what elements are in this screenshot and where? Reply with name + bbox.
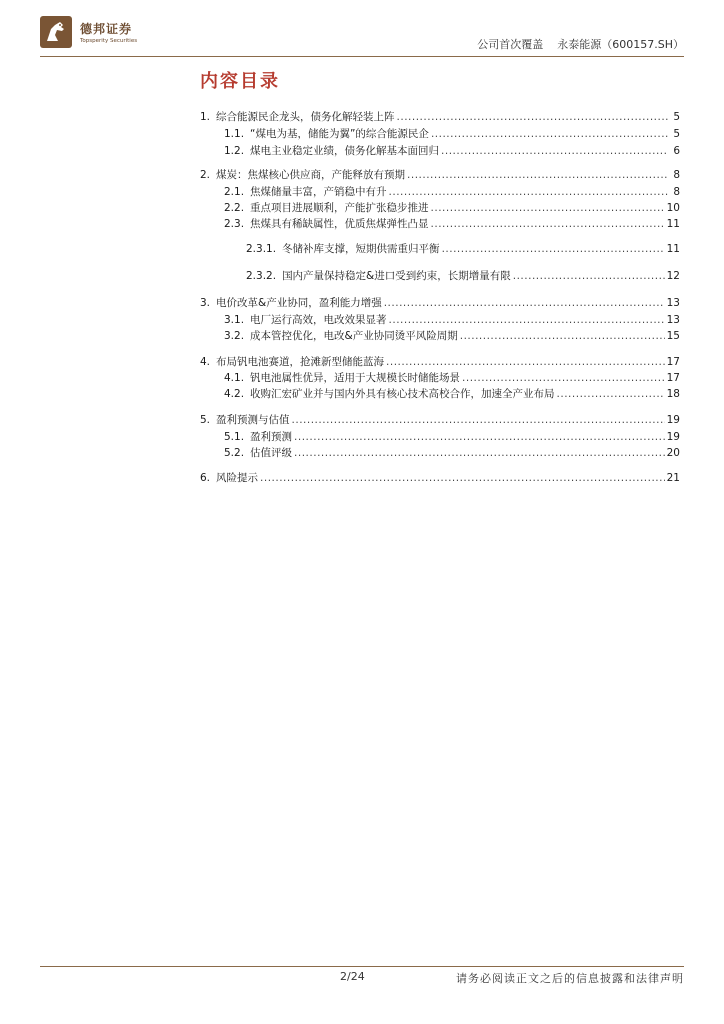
toc-leader-dots [460,330,665,342]
toc-entry-label: 综合能源民企龙头，债务化解轻装上阵 [216,111,395,123]
toc-entry-page: 5 [673,128,680,140]
toc-leader-dots [292,414,665,426]
toc-entry[interactable] [224,200,680,214]
toc-entry-page: 11 [666,243,680,255]
toc-entry-page: 8 [673,186,680,198]
toc-entry-number: 3.2. [224,330,245,342]
toc-entry-label: 风险提示 [216,472,259,484]
report-type: 公司首次覆盖 [477,38,544,51]
toc-entry-page: 17 [666,356,680,368]
toc-title: 内容目录 [200,71,280,92]
toc-leader-dots [462,372,665,384]
logo-name-cn: 德邦证券 [80,22,133,36]
toc-entry-number: 2.1. [224,186,245,198]
toc-entry-number: 2.2. [224,202,245,214]
toc-leader-dots [557,388,665,400]
toc-entry-page: 8 [673,169,680,181]
toc-leader-dots [441,145,668,157]
toc-entry[interactable] [224,312,680,326]
toc-entry-page: 10 [666,202,680,214]
header-divider [40,56,684,57]
toc-entry-label: 成本管控优化，电改&产业协同烫平风险周期 [250,330,458,342]
toc-entry-page: 19 [666,414,680,426]
company-logo [40,16,150,52]
toc-entry-label: 估值评级 [250,447,293,459]
toc-entry-label: “煤电为基，储能为翼”的综合能源民企 [250,128,429,140]
toc-entry[interactable] [200,354,680,368]
toc-entry-number: 3. [200,297,211,309]
toc-entry-label: 冬储补库支撑，短期供需重归平衡 [282,243,440,255]
toc-entry[interactable] [246,268,680,282]
toc-entry[interactable] [224,216,680,230]
toc-leader-dots [384,297,665,309]
toc-entry-number: 3.1. [224,314,245,326]
toc-entry-number: 4.2. [224,388,245,400]
toc-entry-page: 21 [666,472,680,484]
toc-entry-number: 2.3. [224,218,245,230]
toc-entry-page: 18 [666,388,680,400]
toc-entry-page: 17 [666,372,680,384]
toc-entry-label: 焦煤具有稀缺属性，优质焦煤弹性凸显 [250,218,429,230]
toc-entry-label: 收购汇宏矿业并与国内外具有核心技术高校合作，加速全产业布局 [250,388,555,400]
toc-leader-dots [431,202,665,214]
toc-entry-label: 盈利预测 [250,431,293,443]
disclaimer-note: 请务必阅读正文之后的信息披露和法律声明 [456,972,684,985]
footer-divider [40,966,684,967]
toc-entry[interactable] [224,328,680,342]
toc-entry-page: 19 [666,431,680,443]
page-number: 2/24 [340,970,365,983]
toc-leader-dots [431,218,665,230]
toc-entry-label: 盈利预测与估值 [216,414,290,426]
toc-entry[interactable] [224,370,680,384]
toc-leader-dots [386,356,665,368]
toc-entry-number: 2.3.1. [246,243,277,255]
toc-entry-label: 国内产量保持稳定&进口受到约束，长期增量有限 [282,270,511,282]
toc-entry-number: 6. [200,472,211,484]
toc-entry[interactable] [200,167,680,181]
toc-entry[interactable] [200,412,680,426]
toc-leader-dots [294,431,665,443]
toc-entry[interactable] [200,109,680,123]
toc-entry[interactable] [200,470,680,484]
toc-entry-number: 5.1. [224,431,245,443]
toc-leader-dots [294,447,665,459]
toc-leader-dots [389,186,668,198]
toc-entry[interactable] [224,386,680,400]
logo-name-en: Topsperity Securities [80,38,138,44]
toc-entry-page: 12 [666,270,680,282]
toc-leader-dots [389,314,665,326]
toc-entry[interactable] [224,143,680,157]
company-name: 永泰能源（600157.SH） [557,38,684,51]
toc-entry-number: 1. [200,111,211,123]
toc-entry-page: 11 [666,218,680,230]
toc-entry[interactable] [200,295,680,309]
toc-entry-page: 13 [666,297,680,309]
toc-entry[interactable] [224,126,680,140]
toc-entry[interactable] [246,241,680,255]
toc-entry-label: 煤炭：焦煤核心供应商，产能释放有预期 [216,169,406,181]
toc-leader-dots [407,169,668,181]
toc-entry[interactable] [224,445,680,459]
toc-entry-number: 1.2. [224,145,245,157]
toc-entry-label: 煤电主业稳定业绩，债务化解基本面回归 [250,145,440,157]
report-header-info [477,36,684,52]
toc-leader-dots [431,128,668,140]
toc-entry-page: 6 [673,145,680,157]
toc-entry-number: 4.1. [224,372,245,384]
toc-entry-page: 13 [666,314,680,326]
toc-entry-label: 钒电池属性优异，适用于大规模长时储能场景 [250,372,461,384]
toc-entry-label: 电厂运行高效，电改效果显著 [250,314,387,326]
toc-entry-page: 20 [666,447,680,459]
toc-entry-number: 4. [200,356,211,368]
toc-entry-label: 电价改革&产业协同，盈利能力增强 [216,297,382,309]
toc-leader-dots [513,270,665,282]
toc-leader-dots [260,472,665,484]
toc-entry-number: 1.1. [224,128,245,140]
toc-entry-number: 5. [200,414,211,426]
toc-entry[interactable] [224,429,680,443]
toc-entry[interactable] [224,184,680,198]
toc-entry-number: 2. [200,169,211,181]
toc-entry-label: 重点项目进展顺利，产能扩张稳步推进 [250,202,429,214]
toc-entry-page: 5 [673,111,680,123]
toc-leader-dots [442,243,665,255]
logo-horse-icon [40,16,72,48]
toc-entry-label: 焦煤储量丰富，产销稳中有升 [250,186,387,198]
toc-entry-label: 布局钒电池赛道，抢滩新型储能蓝海 [216,356,385,368]
toc-entry-number: 5.2. [224,447,245,459]
toc-entry-number: 2.3.2. [246,270,277,282]
toc-entry-page: 15 [666,330,680,342]
toc-leader-dots [397,111,668,123]
